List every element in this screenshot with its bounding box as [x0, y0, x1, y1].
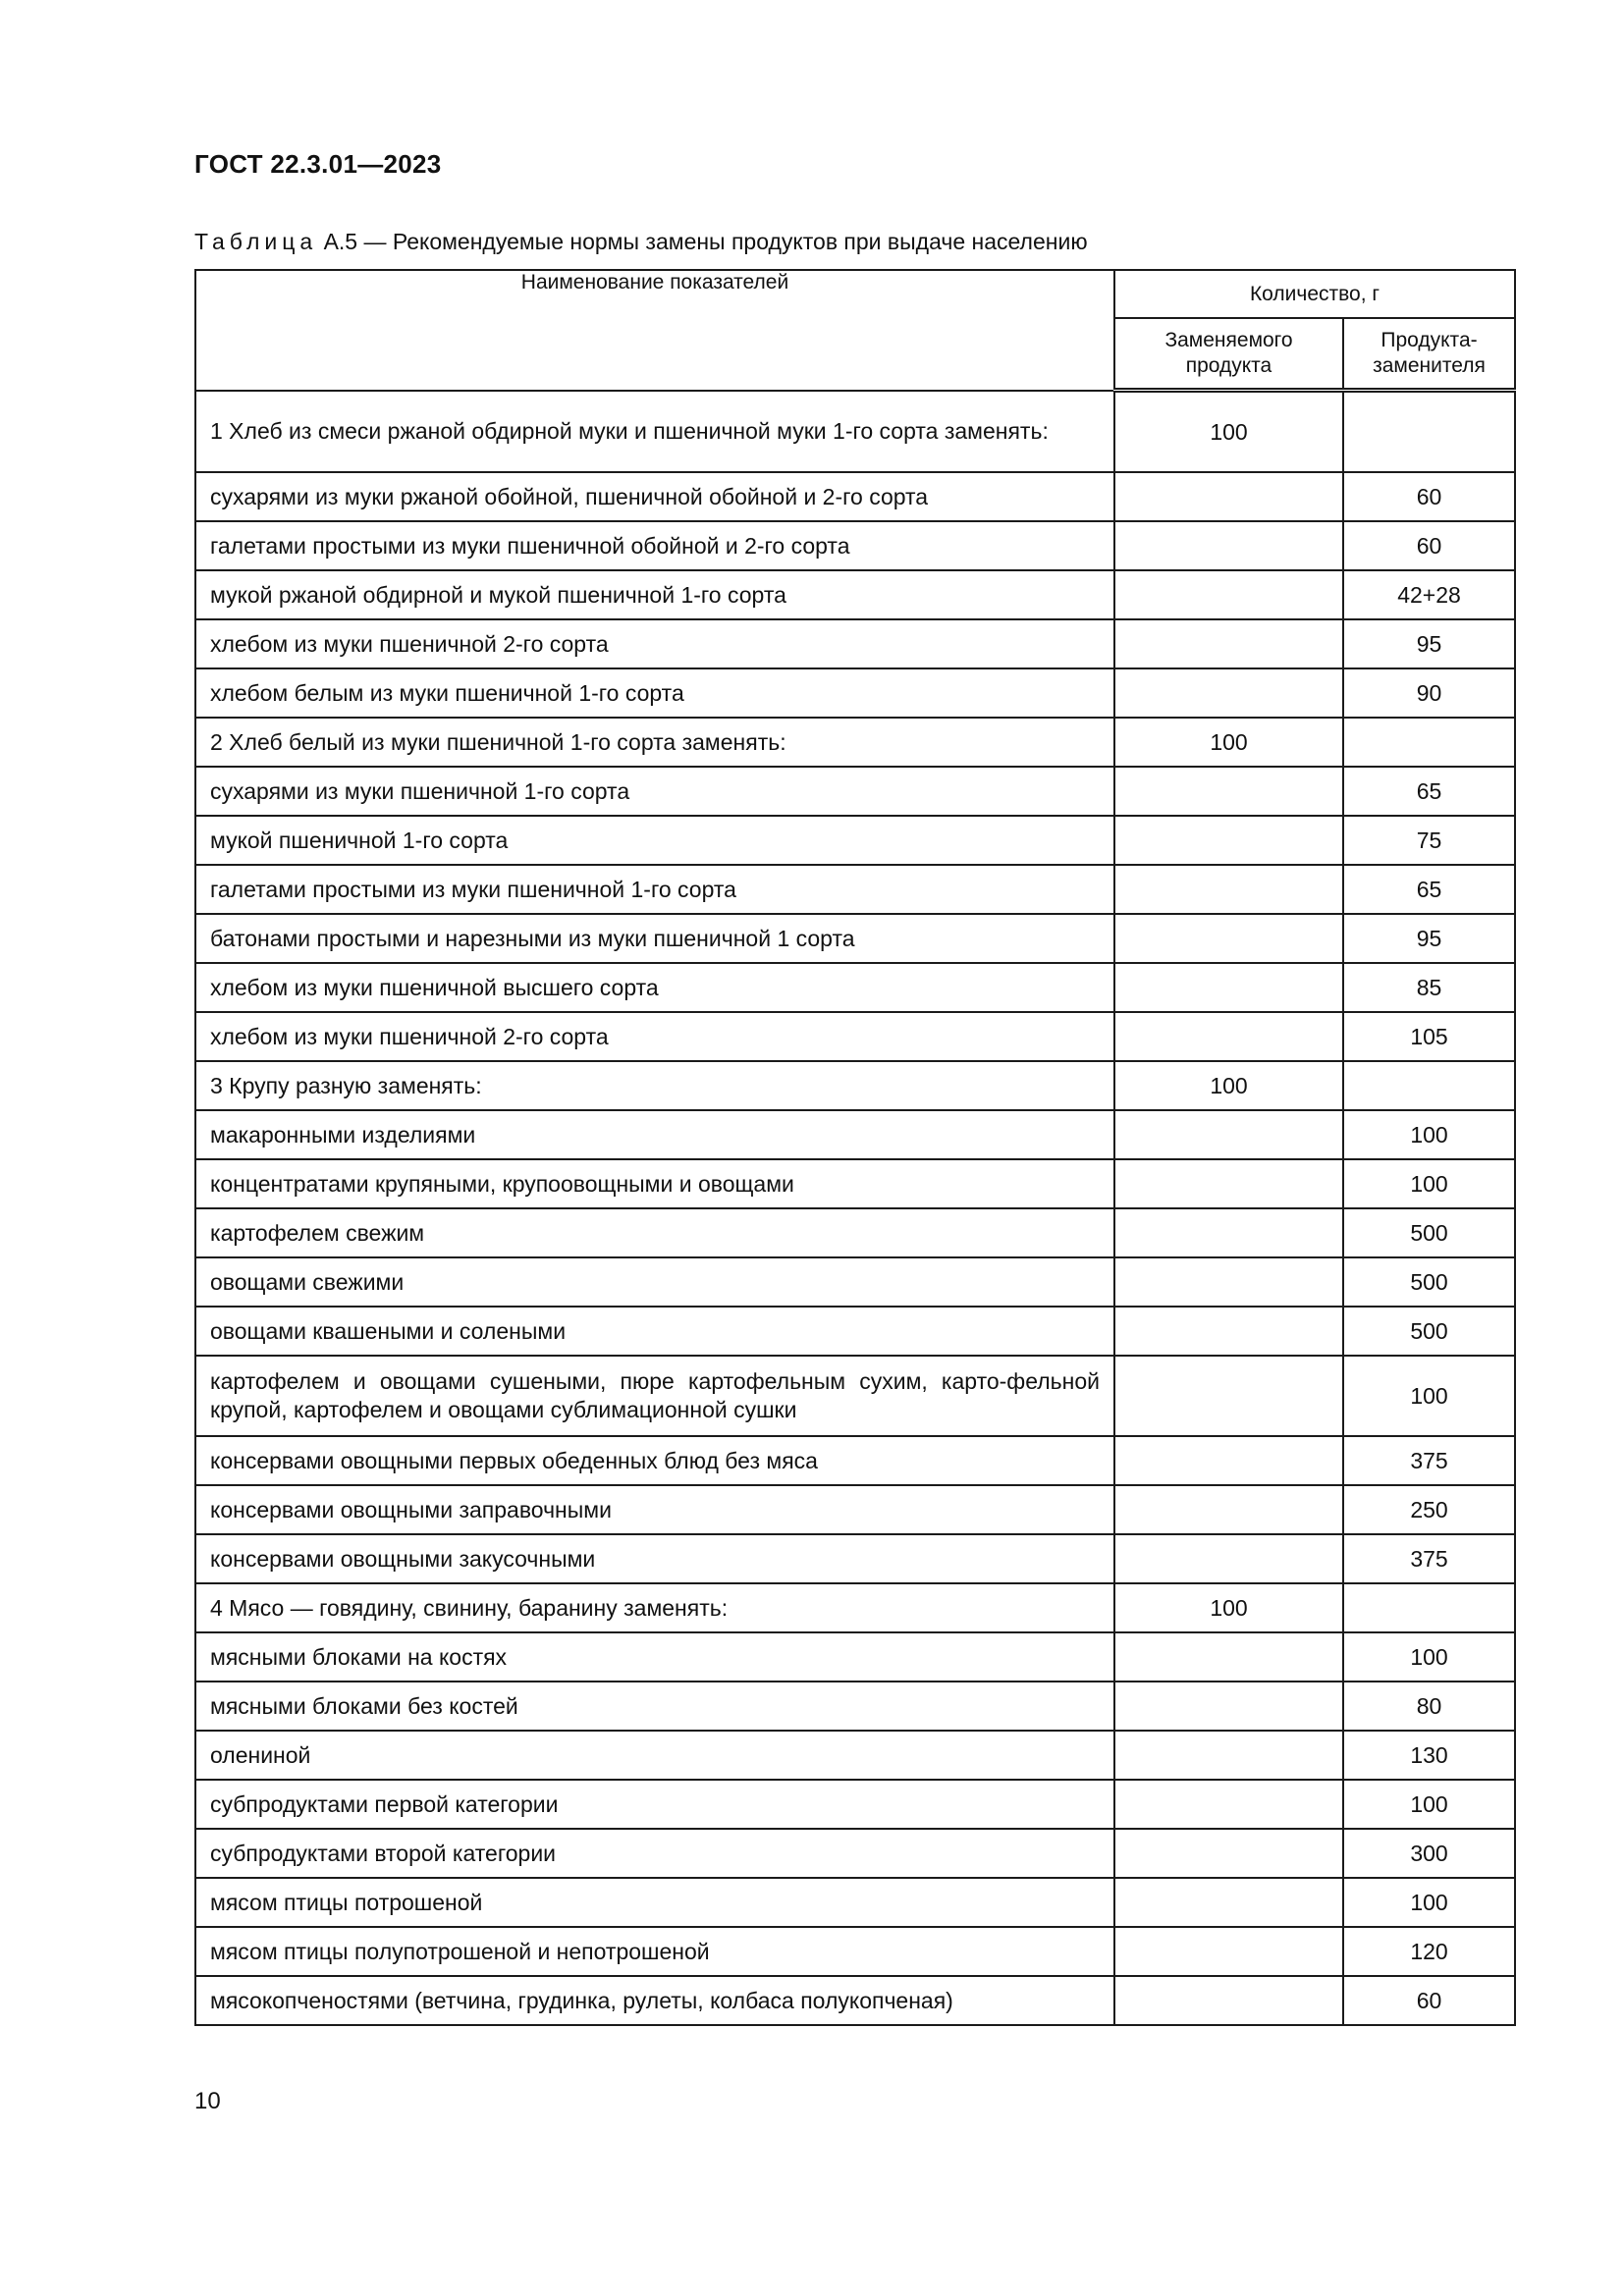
table-row	[195, 1682, 1515, 1731]
table-row	[195, 816, 1515, 865]
product-name-cell: мукой ржаной обдирной и мукой пшеничной 1-го сорта	[195, 570, 1114, 619]
replaced-amount-cell	[1114, 1257, 1343, 1307]
product-name-cell: макаронными изделиями	[195, 1110, 1114, 1159]
table-row	[195, 1110, 1515, 1159]
substitute-amount-cell: 65	[1343, 865, 1515, 914]
table-row	[195, 1583, 1515, 1632]
product-name-cell: галетами простыми из муки пшеничной 1-го сорта	[195, 865, 1114, 914]
product-name-cell: хлебом белым из муки пшеничной 1-го сорта	[195, 668, 1114, 718]
product-name-cell: субпродуктами второй категории	[195, 1829, 1114, 1878]
substitute-amount-cell	[1343, 391, 1515, 473]
substitute-amount-cell: 60	[1343, 521, 1515, 570]
substitute-amount-cell	[1343, 1583, 1515, 1632]
substitute-amount-cell: 100	[1343, 1780, 1515, 1829]
column-header-name: Наименование показателей	[195, 270, 1114, 391]
product-name-cell: мясом птицы полупотрошеной и непотрошеной	[195, 1927, 1114, 1976]
table-row	[195, 1976, 1515, 2025]
table-caption-word: Таблица	[194, 229, 318, 254]
product-name-cell: 2 Хлеб белый из муки пшеничной 1-го сорта заменять:	[195, 718, 1114, 767]
table-row	[195, 1878, 1515, 1927]
replaced-amount-cell: 100	[1114, 391, 1343, 473]
substitute-amount-cell: 65	[1343, 767, 1515, 816]
replaced-amount-cell	[1114, 1829, 1343, 1878]
substitute-amount-cell: 100	[1343, 1110, 1515, 1159]
product-name-cell: субпродуктами первой категории	[195, 1780, 1114, 1829]
replaced-amount-cell	[1114, 1485, 1343, 1534]
product-name-cell: мясокопченостями (ветчина, грудинка, рулеты, колбаса полукопченая)	[195, 1976, 1114, 2025]
product-name-cell: картофелем свежим	[195, 1208, 1114, 1257]
substitute-amount-cell	[1343, 1061, 1515, 1110]
replaced-amount-cell	[1114, 1159, 1343, 1208]
product-name-cell: сухарями из муки ржаной обойной, пшеничной обойной и 2-го сорта	[195, 472, 1114, 521]
replaced-amount-cell	[1114, 1110, 1343, 1159]
replaced-amount-cell	[1114, 570, 1343, 619]
replaced-amount-cell: 100	[1114, 1061, 1343, 1110]
replaced-amount-cell: 100	[1114, 1583, 1343, 1632]
replaced-amount-cell	[1114, 914, 1343, 963]
table-row	[195, 1012, 1515, 1061]
table-row	[195, 1061, 1515, 1110]
column-header-quantity: Количество, г	[1114, 270, 1515, 318]
product-name-cell: батонами простыми и нарезными из муки пшеничной 1 сорта	[195, 914, 1114, 963]
table-row	[195, 1632, 1515, 1682]
product-name-cell: мясными блоками на костях	[195, 1632, 1114, 1682]
product-name-cell: мясными блоками без костей	[195, 1682, 1114, 1731]
table-row	[195, 472, 1515, 521]
table-row	[195, 1208, 1515, 1257]
product-name-cell: 1 Хлеб из смеси ржаной обдирной муки и пшеничной муки 1-го сорта заменять:	[195, 391, 1114, 473]
substitute-amount-cell: 130	[1343, 1731, 1515, 1780]
replaced-amount-cell	[1114, 963, 1343, 1012]
table-row	[195, 619, 1515, 668]
substitute-amount-cell: 80	[1343, 1682, 1515, 1731]
table-body	[195, 391, 1515, 2026]
replaced-amount-cell	[1114, 668, 1343, 718]
replaced-amount-cell	[1114, 1878, 1343, 1927]
table-row	[195, 767, 1515, 816]
replaced-amount-cell	[1114, 1927, 1343, 1976]
table-caption	[194, 229, 1088, 255]
replaced-amount-cell: 100	[1114, 718, 1343, 767]
table-row	[195, 1356, 1515, 1436]
product-name-cell: картофелем и овощами сушеными, пюре картофельным сухим, карто-фельной крупой, картофелем и овощами сублимационной сушки	[195, 1356, 1114, 1436]
replaced-amount-cell	[1114, 1682, 1343, 1731]
substitute-amount-cell: 75	[1343, 816, 1515, 865]
table-row	[195, 1485, 1515, 1534]
substitute-amount-cell: 500	[1343, 1307, 1515, 1356]
product-name-cell: 3 Крупу разную заменять:	[195, 1061, 1114, 1110]
table-row	[195, 668, 1515, 718]
substitute-amount-cell: 250	[1343, 1485, 1515, 1534]
table-row	[195, 718, 1515, 767]
product-name-cell: концентратами крупяными, крупоовощными и овощами	[195, 1159, 1114, 1208]
document-header: ГОСТ 22.3.01—2023	[194, 149, 442, 179]
product-name-cell: олениной	[195, 1731, 1114, 1780]
replaced-amount-cell	[1114, 1976, 1343, 2025]
replaced-amount-cell	[1114, 1208, 1343, 1257]
table-row	[195, 1436, 1515, 1485]
replaced-amount-cell	[1114, 767, 1343, 816]
page-number: 10	[194, 2088, 221, 2114]
table-row	[195, 963, 1515, 1012]
table-row	[195, 1534, 1515, 1583]
replaced-amount-cell	[1114, 472, 1343, 521]
substitute-amount-cell: 375	[1343, 1436, 1515, 1485]
replaced-amount-cell	[1114, 1632, 1343, 1682]
substitute-amount-cell: 375	[1343, 1534, 1515, 1583]
column-header-substitute: Продукта-заменителя	[1343, 318, 1515, 391]
substitute-amount-cell: 100	[1343, 1159, 1515, 1208]
table-row	[195, 391, 1515, 473]
replaced-amount-cell	[1114, 1436, 1343, 1485]
product-name-cell: хлебом из муки пшеничной высшего сорта	[195, 963, 1114, 1012]
substitution-norms-table	[194, 269, 1516, 2026]
table-caption-text: А.5 — Рекомендуемые нормы замены продуктов при выдаче населению	[317, 229, 1088, 254]
product-name-cell: консервами овощными закусочными	[195, 1534, 1114, 1583]
product-name-cell: овощами свежими	[195, 1257, 1114, 1307]
replaced-amount-cell	[1114, 865, 1343, 914]
substitute-amount-cell: 500	[1343, 1257, 1515, 1307]
substitute-amount-cell: 42+28	[1343, 570, 1515, 619]
substitute-amount-cell: 100	[1343, 1632, 1515, 1682]
product-name-cell: овощами квашеными и солеными	[195, 1307, 1114, 1356]
replaced-amount-cell	[1114, 521, 1343, 570]
substitute-amount-cell: 300	[1343, 1829, 1515, 1878]
table-row	[195, 1927, 1515, 1976]
product-name-cell: консервами овощными заправочными	[195, 1485, 1114, 1534]
table-row	[195, 521, 1515, 570]
table-row	[195, 1257, 1515, 1307]
table-row	[195, 1780, 1515, 1829]
substitute-amount-cell: 60	[1343, 472, 1515, 521]
product-name-cell: мукой пшеничной 1-го сорта	[195, 816, 1114, 865]
substitute-amount-cell: 85	[1343, 963, 1515, 1012]
replaced-amount-cell	[1114, 1012, 1343, 1061]
table-row	[195, 865, 1515, 914]
table-row	[195, 1829, 1515, 1878]
column-header-replaced: Заменяемого продукта	[1114, 318, 1343, 391]
substitute-amount-cell	[1343, 718, 1515, 767]
substitute-amount-cell: 100	[1343, 1356, 1515, 1436]
product-name-cell: сухарями из муки пшеничной 1-го сорта	[195, 767, 1114, 816]
replaced-amount-cell	[1114, 1307, 1343, 1356]
product-name-cell: консервами овощными первых обеденных блюд без мяса	[195, 1436, 1114, 1485]
substitute-amount-cell: 120	[1343, 1927, 1515, 1976]
substitute-amount-cell: 60	[1343, 1976, 1515, 2025]
replaced-amount-cell	[1114, 1356, 1343, 1436]
replaced-amount-cell	[1114, 1534, 1343, 1583]
table-row	[195, 1731, 1515, 1780]
product-name-cell: галетами простыми из муки пшеничной обойной и 2-го сорта	[195, 521, 1114, 570]
replaced-amount-cell	[1114, 816, 1343, 865]
replaced-amount-cell	[1114, 1731, 1343, 1780]
substitute-amount-cell: 95	[1343, 619, 1515, 668]
product-name-cell: хлебом из муки пшеничной 2-го сорта	[195, 619, 1114, 668]
product-name-cell: мясом птицы потрошеной	[195, 1878, 1114, 1927]
substitute-amount-cell: 105	[1343, 1012, 1515, 1061]
table-row	[195, 914, 1515, 963]
table-row	[195, 1307, 1515, 1356]
table-row	[195, 570, 1515, 619]
substitute-amount-cell: 90	[1343, 668, 1515, 718]
substitute-amount-cell: 95	[1343, 914, 1515, 963]
replaced-amount-cell	[1114, 1780, 1343, 1829]
product-name-cell: хлебом из муки пшеничной 2-го сорта	[195, 1012, 1114, 1061]
substitute-amount-cell: 500	[1343, 1208, 1515, 1257]
substitute-amount-cell: 100	[1343, 1878, 1515, 1927]
table-row	[195, 1159, 1515, 1208]
replaced-amount-cell	[1114, 619, 1343, 668]
product-name-cell: 4 Мясо — говядину, свинину, баранину заменять:	[195, 1583, 1114, 1632]
